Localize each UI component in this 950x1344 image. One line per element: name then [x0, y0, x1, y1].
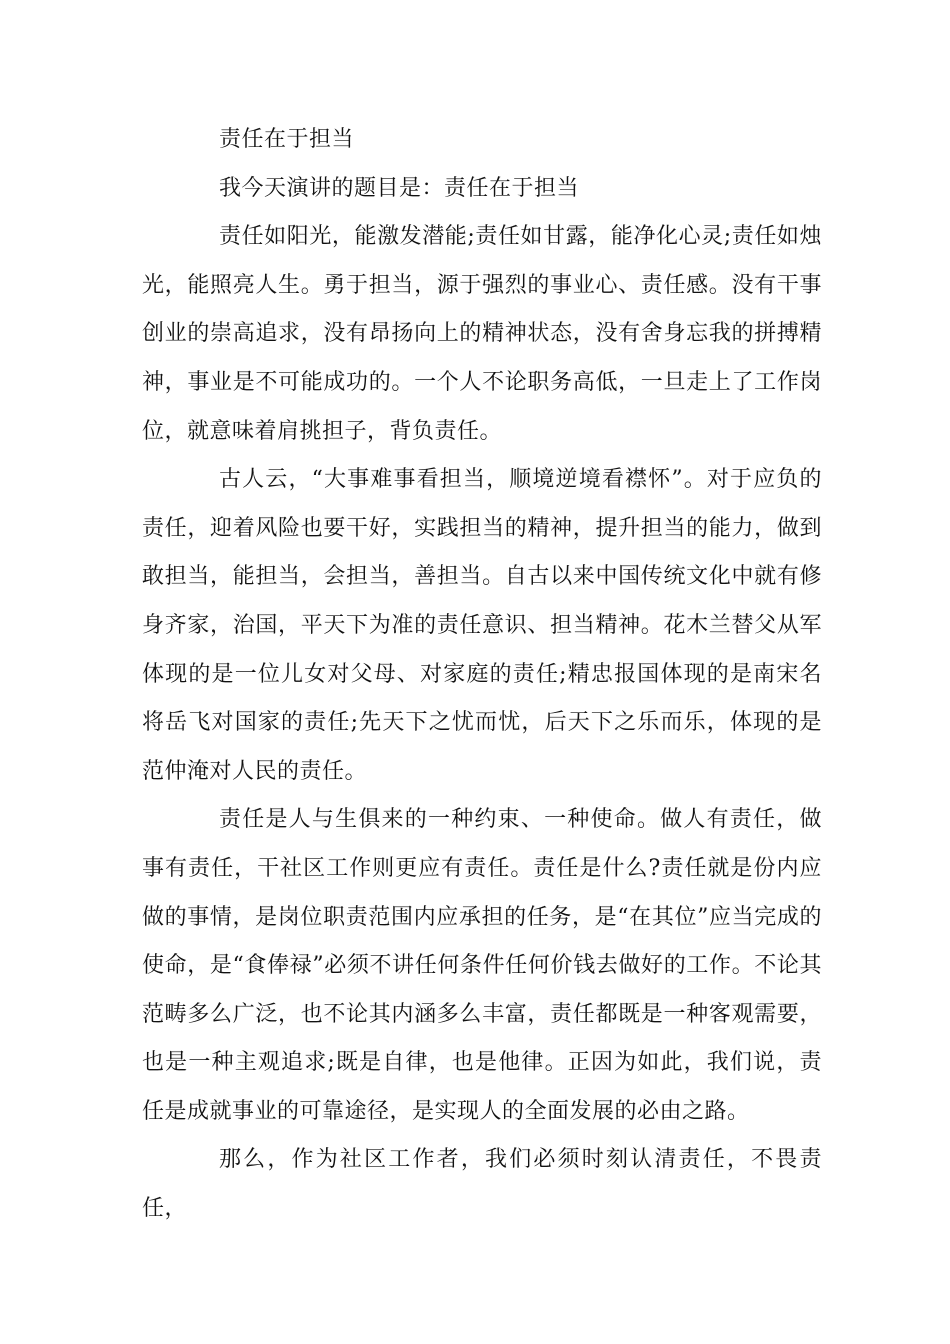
document-body — [142, 116, 822, 1234]
document-title: 责任在于担当 — [219, 127, 355, 152]
paragraph-1: 责任如阳光，能激发潜能;责任如甘露，能净化心灵;责任如烛光，能照亮人生。勇于担当，源于强烈的事业心、责任感。没有干事创业的崇高追求，没有昂扬向上的精神状态，没有舍身忘我的拼搏精神，事业是不可能成功的。一个人不论职务高低，一旦走上了工作岗位，就意味着肩挑担子，背负责任。 — [142, 224, 822, 444]
speech-topic-line: 我今天演讲的题目是：责任在于担当 — [219, 175, 580, 201]
paragraph-3: 责任是人与生俱来的一种约束、一种使命。做人有责任，做事有责任，干社区工作则更应有责任。责任是什么?责任就是份内应做的事情，是岗位职责范围内应承担的任务，是“在其位”应当完成的使命，是“食俸禄”必须不讲任何条件任何价钱去做好的工作。不论其范畴多么广泛，也不论其内涵多么丰富，责任都既是一种客观需要，也是一种主观追求;既是自律，也是他律。正因为如此，我们说，责任是成就事业的可靠途径，是实现人的全面发展的必由之路。 — [142, 807, 822, 1124]
paragraph-4: 那么，作为社区工作者，我们必须时刻认清责任，不畏责任， — [142, 1147, 822, 1222]
paragraph-2: 古人云，“大事难事看担当，顺境逆境看襟怀”。对于应负的责任，迎着风险也要干好，实践担当的精神，提升担当的能力，做到敢担当，能担当，会担当，善担当。自古以来中国传统文化中就有修身齐家，治国，平天下为准的责任意识、担当精神。花木兰替父从军体现的是一位儿女对父母、对家庭的责任;精忠报国体现的是南宋名将岳飞对国家的责任;先天下之忧而忧，后天下之乐而乐，体现的是范仲淹对人民的责任。 — [142, 467, 822, 784]
